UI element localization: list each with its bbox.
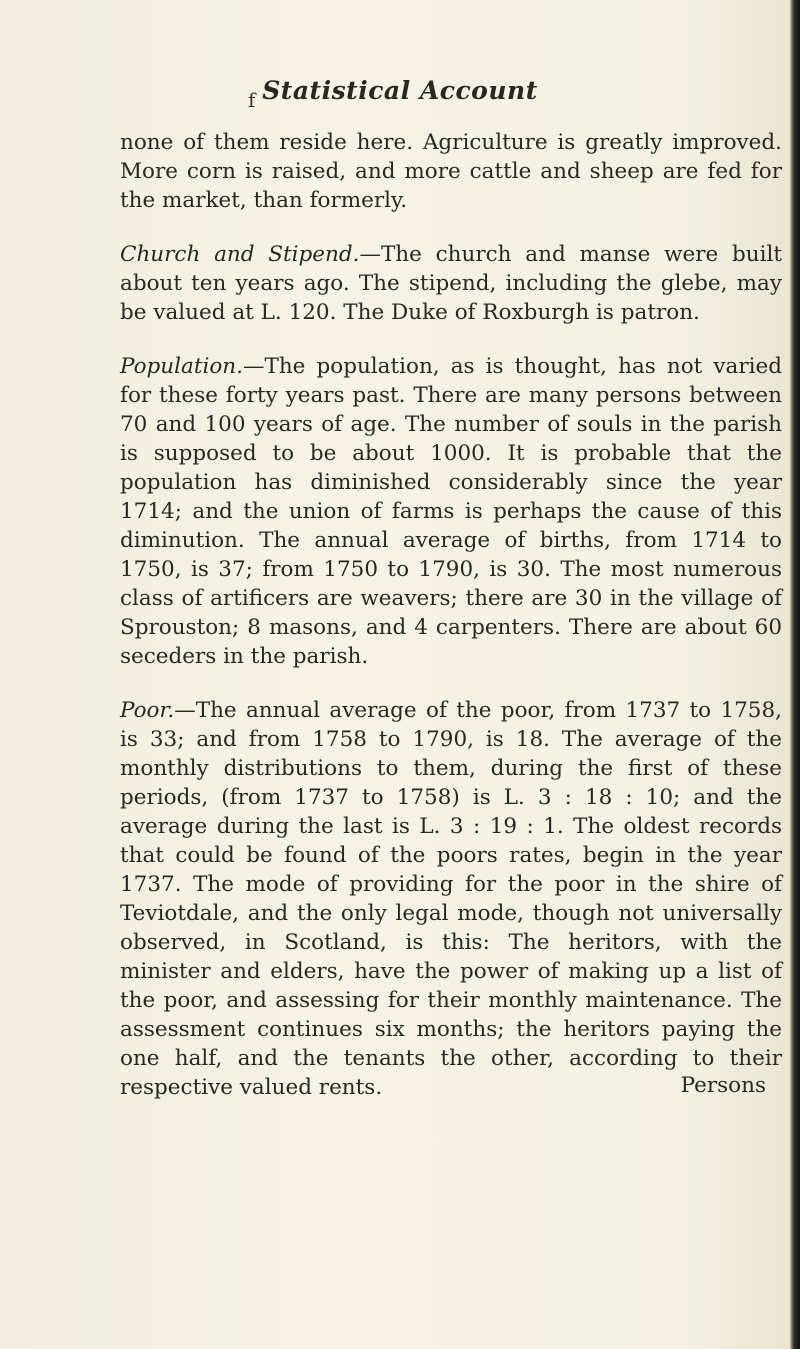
section-heading: Poor.— <box>120 698 196 723</box>
body-text <box>120 128 782 1127</box>
folio-mark: f <box>248 88 256 112</box>
page-edge <box>790 0 800 1349</box>
paragraph-text: none of them reside here. Agriculture is greatly improved. More corn is raised, and more cattle and sheep are fed for the market, than formerly. <box>120 130 782 213</box>
running-head: Statistical Account <box>262 76 538 105</box>
paragraph-agriculture <box>120 128 782 215</box>
catchword: Persons <box>680 1073 766 1098</box>
paragraph-population <box>120 352 782 671</box>
paragraph-text: The population, as is thought, has not varied for these forty years past. There are many persons between 70 and 100 years of age. The number of souls in the parish is supposed to be about 1000. It is probable that the population has diminished considerably since the year 1714; and the union of farms is perhaps the cause of this diminution. The annual average of births, from 1714 to 1750, is 37; from 1750 to 1790, is 30. The most numerous class of artificers are weavers; there are 30 in the village of Sprouston; 8 masons, and 4 carpenters. There are about 60 seceders in the parish. <box>120 354 782 669</box>
paragraph-text: The annual average of the poor, from 1737 to 1758, is 33; and from 1758 to 1790, is 18. The average of the monthly distributions to them, during the first of these periods, (from 1737 to 1758) is L. 3 : 18 : 10; and the average during the last is L. 3 : 19 : 1. The oldest records that could be found of the poors rates, begin in the year 1737. The mode of providing for the poor in the shire of Teviotdale, and the only legal mode, though not universally observed, in Scotland, is this: The heritors, with the minister and elders, have the power of making up a list of the poor, and assessing for their monthly maintenance. The assessment continues six months; the heritors paying the one half, and the tenants the other, according to their respective valued rents. <box>120 698 782 1100</box>
paragraph-poor <box>120 696 782 1102</box>
paragraph-text: The church and manse were built about ten years ago. The stipend, including the glebe, may be valued at L. 120. The Duke of Roxburgh is patron. <box>120 242 782 325</box>
paragraph-church-and-stipend <box>120 240 782 327</box>
section-heading: Population.— <box>120 354 265 379</box>
section-heading: Church and Stipend.— <box>120 242 381 267</box>
